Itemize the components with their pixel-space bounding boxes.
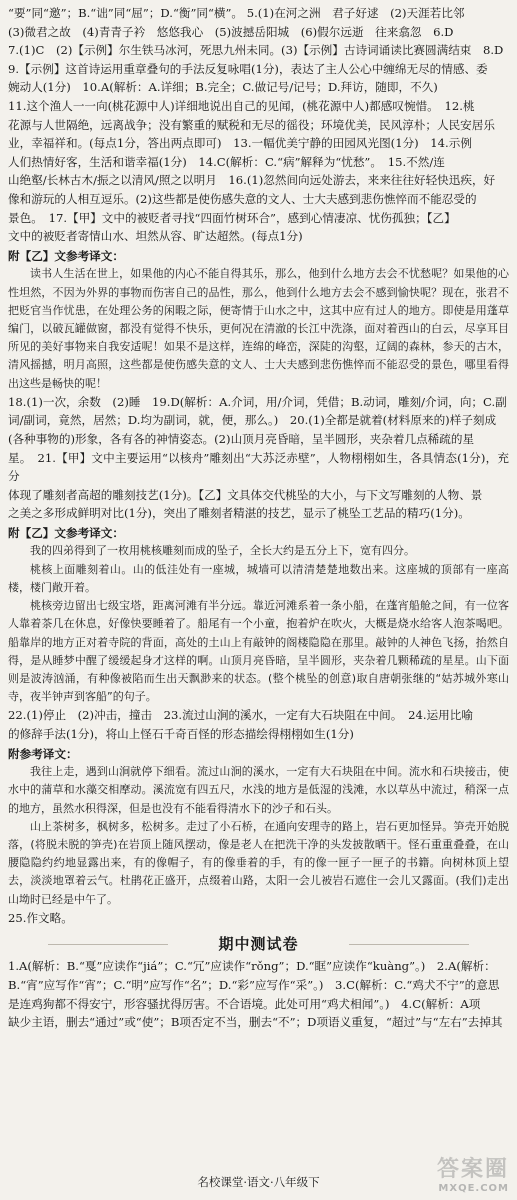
answers-mid [8, 393, 509, 523]
answer-line: 像和游玩的人相互逗乐。(2)这些都是使伤感失意的文人、士大夫感到悲伤憔悴而不能忍受的 [8, 191, 477, 206]
page-footer: 名校课堂·语文·八年级下 [197, 1175, 320, 1189]
answer-line: 词/副词，竟然，居然；D.均为副词，就，便，那么。) 20.(1)全都是就着(材料原来的)样子刻成 [8, 413, 497, 428]
answer-line: “要”同“邀”；B.“诎”同“屈”；D.“衡”同“横”。 5.(1)在河之洲 君子好逑 (2)天涯若比邻 [8, 6, 465, 20]
translation-paragraph: 山上茶树多，枫树多，松树多。走过了小石桥，在通向安理寺的路上，岩石更加怪异。笋壳开始脱落，(将脱未脱的笋壳)在岩顶上随风摆动，像是老人在把洗干净的头发披散晒干。怪石重重叠叠，在山腰隐隐约约地显露出来，有的像帽子，有的像垂着的手，有的像一匣子一匣子的书籍。向树林顶上望去，淡淡地罩着云气。杜鹃花正盛开，点缀着山路，太阳一会儿被岩石遮住一会儿又露面。(我们)走出山坳时已经是中午了。 [8, 819, 509, 906]
answer-line: 人们热情好客，生活和谐幸福(1分) 14.C(解析：C.“病”解释为“忧愁”。 15.不然/连 [8, 154, 445, 169]
answer-line: 星。 21.【甲】文中主要运用“以核舟”雕刻出“大苏泛赤壁”，人物栩栩如生，各具情态(1分)，充分 [8, 450, 509, 484]
watermark-text: 答案圈 [436, 1157, 509, 1182]
answer-line: 花源与人世隔绝，远离战争；没有繁重的赋税和无尽的徭役；环境优美，民风淳朴；人民安居乐 [8, 117, 495, 132]
answers-low [8, 706, 509, 743]
translation-section-2 [8, 524, 509, 706]
answer-line: 18.(1)一次，余数 (2)睡 19.D(解析：A.介词，用/介词，凭借；B.动词，雕刻/介词，向；C.副 [8, 394, 507, 409]
watermark-logo [437, 1152, 509, 1194]
answer-line: 7.(1)C (2)【示例】尔生铁马冰河，死思九州未同。(3)【示例】古诗词诵读比赛圆满结束 8.D [8, 43, 504, 58]
answer-line: 11.这个渔人一一向(桃花源中人)详细地说出自己的见闻，(桃花源中人)都感叹惋惜。 12.桃 [8, 98, 475, 113]
midterm-title-block [8, 933, 509, 954]
answer-line: 22.(1)停止 (2)冲击，撞击 23.流过山涧的溪水，一定有大石块阻在中间。 24.运用比喻 [8, 708, 473, 723]
answer-line: 文中的被贬者寄情山水、坦然从容、旷达超然。(每点1分) [8, 229, 303, 244]
translation-paragraph: 桃核旁边留出七级宝塔，距离河滩有半分远。靠近河滩系着一条小船，在蓬宵船舱之间，有一位客人靠着茶几在休息，好像快要睡着了。船尾有一个小童，抱着炉在吹火，大概是烧水给客人泡茶喝吧。船靠岸的地方正对着寺院的背面，高处的土山上有敲钟的阁楼隐隐在那里。敲钟的人神色飞扬，抬然自得，是从睡梦中醒了缓缓起身才这样的啊。山顶月亮昏暗，呈半圆形，夹杂着几颗稀疏的星星。山下面则是波涛汹涌，有种像被陷而生出天飘渺来的状态。(整个桃坠的创意)取自唐朝张继的“姑苏城外寒山寺，夜半钟声到客船”的句子。 [8, 599, 509, 704]
translation-paragraph: 我往上走，遇到山涧就停下细看。流过山涧的溪水，一定有大石块阻在中间。流水和石块接击，使水中的蒲草和水藻交相摩动。溪流宽有四五尺，水浅的地方是低湿的浅滩，水以草丛中流过，稍深一点的地方，虽然水积得深，但是也没有不能看得清水下的沙子和石头。 [8, 765, 509, 815]
answer-line: 1.A(解析：B.“戛”应读作“jiá”；C.“冗”应读作“rǒng”；D.“眶”应读作“kuàng”。) 2.A(解析： [8, 959, 496, 974]
section-heading: 附参考译文： [8, 746, 78, 761]
answer-line: B.“宵”应写作“宵”；C.“明”应写作“名”；D.“彩”应写作“采”。) 3.C(解析：C.“鸡犬不宁”的意思 [8, 977, 500, 992]
watermark-url: MXQE.COM [438, 1183, 509, 1194]
answer-line: 婉动人(1分) 10.A(解析：A.详细；B.完全；C.做记号/记号；D.拜访，随即，不久) [8, 80, 438, 95]
translation-paragraph: 桃核上面雕刻着山。山的低洼处有一座城，城墙可以清清楚楚地数出来。这座城的顶部有一座高楼，楼门敞开着。 [8, 562, 509, 594]
title-divider-right [349, 944, 469, 945]
answer-line: 体现了雕刻者高超的雕刻技艺(1分)。【乙】文具体交代桃坠的大小，与下文写雕刻的人物、景 [8, 487, 483, 502]
answer-line: 的修辞手法(1分)，将山上怪石千奇百怪的形态描绘得栩栩如生(1分) [8, 726, 354, 741]
answer-line: (各种事物的)形象，各有各的神情姿态。(2)山顶月亮昏暗，呈半圆形，夹杂着几点稀疏的星 [8, 431, 475, 446]
midterm-answers [8, 957, 509, 1031]
answer-line: 缺少主语，删去“通过”或“使”；B项否定不当，删去“不”；D项语义重复，“超过”与“左右”去掉其 [8, 1015, 503, 1030]
answer-line: 山绝壑/长林古木/振之以清风/照之以明月 16.(1)忽然间向远处游去，来来往往好轻快迅疾，好 [8, 173, 496, 188]
answers-top [8, 4, 509, 246]
section-heading: 附【乙】文参考译文： [8, 248, 124, 263]
translation-paragraph: 我的四弟得到了一枚用桃核雕刻而成的坠子，全长大约是五分上下，宽有四分。 [30, 544, 415, 558]
translation-paragraph: 读书人生活在世上，如果他的内心不能自得其乐，那么，他到什么地方去会不忧愁呢？如果他的心性坦然，不因为外界的事物而伤害自己的品性，那么，他到什么地方去会不感到愉快呢？现在，张君不把贬官当作忧患，在处理公务的闲暇之际，便寄情于山水之中，这其中应有过人的地方。即使是用蓬草编门，以破瓦罐做窗，都没有觉得不快乐，更何况在清澈的长江中洗涤，面对着西山的白云，尽享耳目所见的美好事物来自我安适呢！如果不是这样，连绵的峰峦，深陡的沟壑，辽阔的森林，参天的古木，清风摇撼，明月高照，这些都是使伤感失意的文人、士大夫感到悲伤憔悴而不能忍受的景色，哪里看得出这些是畅快的呢！ [8, 267, 509, 390]
translation-section-3 [8, 745, 509, 909]
section-heading: 附【乙】文参考译文： [8, 525, 124, 540]
answer-line: 9.【示例】这首诗运用重章叠句的手法反复咏唱(1分)，表达了主人公心中缠绵无尽的情感、委 [8, 61, 488, 76]
answer-line: 之美之多形成鲜明对比(1分)，突出了雕刻者精湛的技艺，显示了桃坠工艺品的精巧(1分)。 [8, 506, 470, 521]
answer-25: 25.作文略。 [8, 910, 73, 925]
answer-line: 业，幸福祥和。(每点1分，答出两点即可) 13.一幅优美宁静的田园风光图(1分) 14.示例 [8, 136, 472, 151]
midterm-title: 期中测试卷 [218, 935, 299, 954]
answer-line: 是连鸡狗都不得安宁，形容骚扰得厉害。不合语境。此处可用“鸡犬相闻”。) 4.C(解析：A项 [8, 996, 481, 1011]
title-divider-left [48, 944, 168, 945]
answer-line: (3)微君之故 (4)青青子衿 悠悠我心 (5)波撼岳阳城 (6)假尔远逝 往来翕忽 6.D [8, 24, 454, 39]
translation-section-1 [8, 247, 509, 393]
answer-line: 景色。 17.【甲】文中的被贬者寻找“四面竹树环合”，感到心情凄凉、忧伤孤独；【乙】 [8, 210, 456, 225]
